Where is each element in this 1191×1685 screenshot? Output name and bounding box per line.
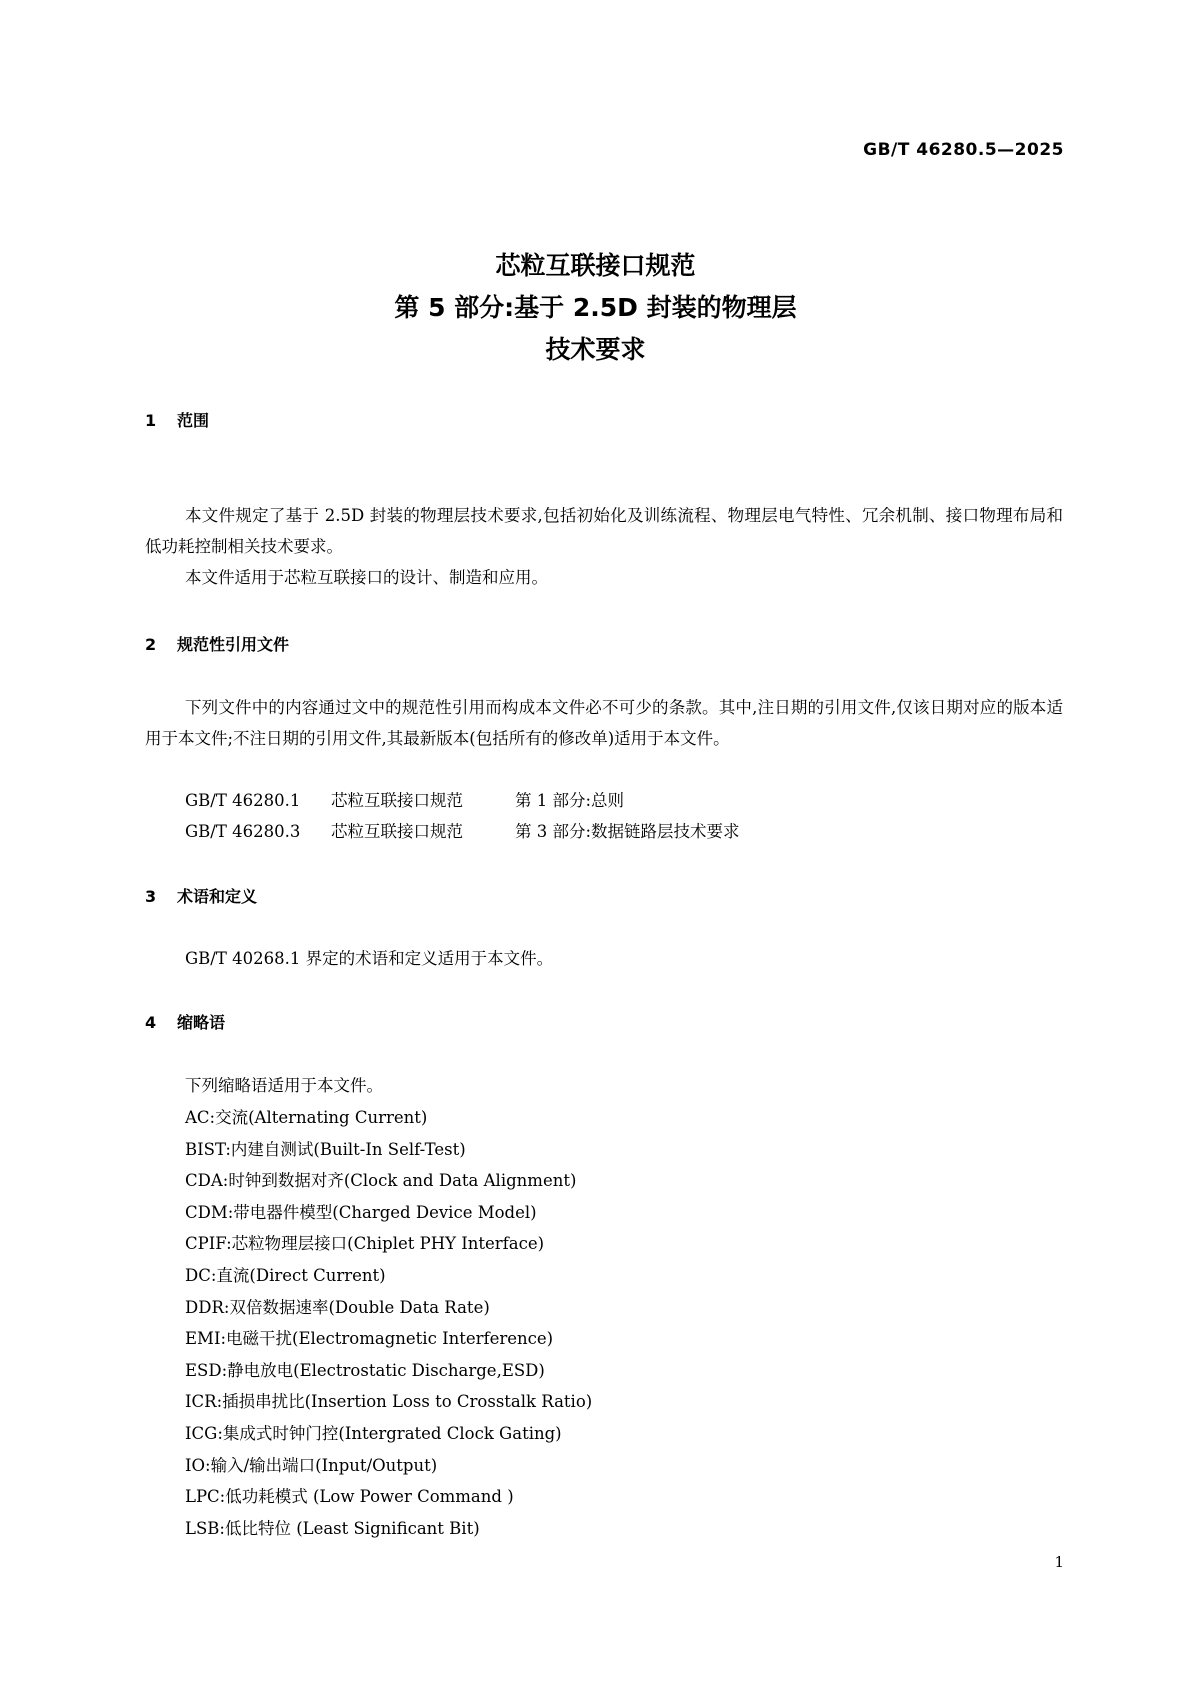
title-line-2: 第 5 部分:基于 2.5D 封装的物理层 — [394, 293, 797, 322]
abbreviation-item: BIST:内建自测试(Built-In Self-Test) — [185, 1139, 466, 1159]
section-heading-abbreviations — [145, 1010, 225, 1033]
terms-paragraph: GB/T 40268.1 界定的术语和定义适用于本文件。 — [185, 949, 554, 968]
abbreviations-intro: 下列缩略语适用于本文件。 — [185, 1076, 383, 1095]
reference-part: 第 1 部分:总则 — [515, 791, 625, 810]
scope-paragraph-2: 本文件适用于芯粒互联接口的设计、制造和应用。 — [185, 568, 548, 587]
abbreviation-item: EMI:电磁干扰(Electromagnetic Interference) — [185, 1329, 554, 1349]
section-number: 3 — [145, 887, 157, 906]
section-heading-scope — [145, 408, 209, 431]
section-title: 术语和定义 — [177, 887, 258, 906]
section-title: 规范性引用文件 — [177, 635, 290, 654]
reference-code: GB/T 46280.3 — [185, 822, 301, 841]
reference-part: 第 3 部分:数据链路层技术要求 — [515, 822, 740, 841]
section-number: 4 — [145, 1013, 157, 1032]
title-line-1: 芯粒互联接口规范 — [495, 251, 696, 280]
normative-refs-paragraph: 下列文件中的内容通过文中的规范性引用而构成本文件必不可少的条款。其中,注日期的引用文件,仅该日期对应的版本适用于本文件;不注日期的引用文件,其最新版本(包括所有的修改单)适用于本文件。 — [145, 698, 1063, 748]
abbreviation-list — [185, 1102, 592, 1544]
abbreviation-item: LPC:低功耗模式 (Low Power Command ) — [185, 1487, 514, 1507]
abbreviation-item: ICR:插损串扰比(Insertion Loss to Crosstalk Ratio) — [185, 1392, 593, 1412]
abbreviation-item: CDM:带电器件模型(Charged Device Model) — [185, 1202, 537, 1222]
document-title — [0, 245, 1191, 371]
scope-paragraph-1: 本文件规定了基于 2.5D 封装的物理层技术要求,包括初始化及训练流程、物理层电气特性、冗余机制、接口物理布局和低功耗控制相关技术要求。 — [145, 506, 1063, 556]
section-title: 缩略语 — [177, 1013, 226, 1032]
reference-title: 芯粒互联接口规范 — [331, 791, 463, 810]
reference-item — [185, 816, 740, 847]
abbreviation-item: CPIF:芯粒物理层接口(Chiplet PHY Interface) — [185, 1234, 545, 1254]
section-number: 2 — [145, 635, 157, 654]
section-heading-normative-refs — [145, 632, 289, 655]
abbreviation-item: AC:交流(Alternating Current) — [185, 1108, 428, 1127]
abbreviation-item: CDA:时钟到数据对齐(Clock and Data Alignment) — [185, 1171, 577, 1191]
reference-item — [185, 785, 624, 816]
title-line-3: 技术要求 — [545, 335, 646, 364]
page-number: 1 — [1054, 1553, 1064, 1571]
section-heading-terms — [145, 884, 257, 907]
section-title: 范围 — [177, 411, 210, 430]
abbreviation-item: IO:输入/输出端口(Input/Output) — [185, 1455, 438, 1475]
reference-title: 芯粒互联接口规范 — [331, 822, 463, 841]
section-number: 1 — [145, 411, 157, 430]
reference-code: GB/T 46280.1 — [185, 791, 301, 810]
standard-code: GB/T 46280.5—2025 — [863, 140, 1064, 160]
abbreviation-item: DC:直流(Direct Current) — [185, 1265, 386, 1285]
abbreviation-item: ICG:集成式时钟门控(Intergrated Clock Gating) — [185, 1423, 562, 1443]
abbreviation-item: ESD:静电放电(Electrostatic Discharge,ESD) — [185, 1360, 545, 1380]
abbreviation-item: LSB:低比特位 (Least Significant Bit) — [185, 1518, 480, 1538]
abbreviation-item: DDR:双倍数据速率(Double Data Rate) — [185, 1297, 490, 1317]
